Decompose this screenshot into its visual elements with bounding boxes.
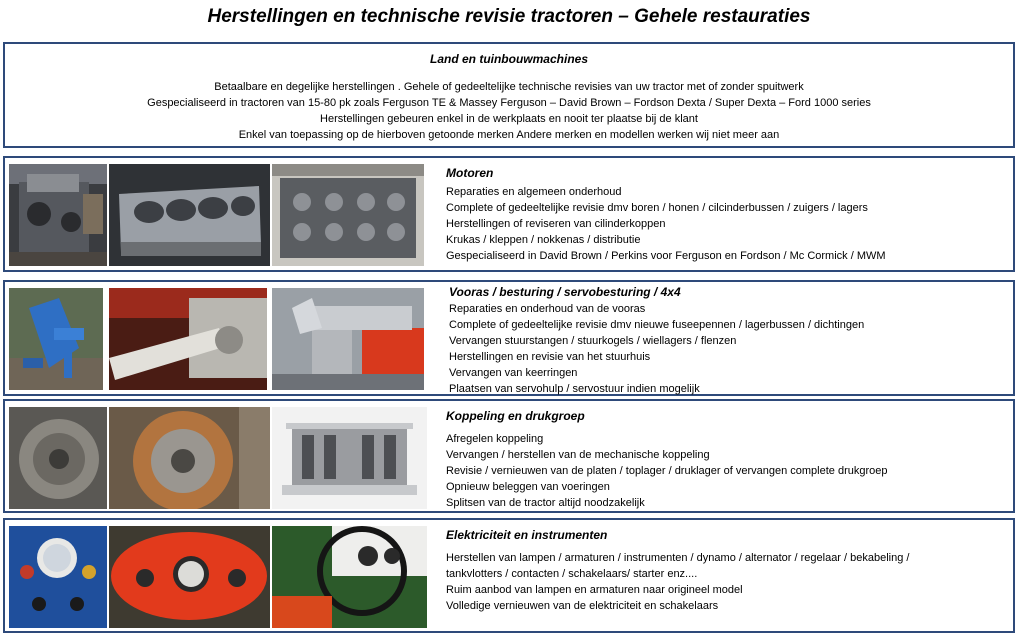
section-line: Vervangen / herstellen van de mechanische koppeling (446, 449, 710, 461)
section-line: Reparaties en onderhoud van de vooras (449, 303, 646, 315)
pressure-plate-photo (272, 407, 427, 509)
section-text (446, 528, 1003, 614)
section-text (446, 409, 1003, 511)
section-line: Splitsen van de tractor altijd noodzakelijk (446, 497, 645, 509)
section-line: Herstellingen of reviseren van cilinderkoppen (446, 218, 666, 230)
section-line: Complete of gedeeltelijke revisie dmv nieuwe fuseepennen / lagerbussen / dichtingen (449, 319, 865, 331)
page-title: Herstellingen en technische revisie tractoren – Gehele restauraties (207, 6, 811, 27)
intro-line: Gespecialiseerd in tractoren van 15-80 pk zoals Ferguson TE & Massey Ferguson – David Brown – Fordson Dexta / Super Dexta – Ford 1000 series (147, 97, 871, 109)
section-elektriciteit (3, 518, 1015, 633)
section-koppeling (3, 399, 1015, 513)
engine-photo (9, 164, 107, 266)
section-line: Complete of gedeeltelijke revisie dmv boren / honen / cilcinderbussen / zuigers / lagers (446, 202, 868, 214)
dashboard-steering-photo (272, 526, 427, 628)
intro-line: Betaalbare en degelijke herstellingen . Gehele of gedeeltelijke technische revisies van uw tractor met of zonder spuitwerk (214, 81, 804, 93)
section-line: Ruim aanbod van lampen en armaturen naar origineel model (446, 584, 743, 596)
section-line: Plaatsen van servohulp / servostuur indien mogelijk (449, 383, 700, 395)
section-line: Vervangen van keerringen (449, 367, 578, 379)
front-axle-photo (9, 288, 103, 390)
section-heading: Elektriciteit en instrumenten (446, 528, 608, 542)
intro-text (5, 79, 1013, 143)
section-motoren (3, 156, 1015, 272)
engine-block-photo (109, 164, 270, 266)
dashboard-blue-photo (9, 526, 107, 628)
clutch-plate-photo (109, 407, 270, 509)
section-line: Reparaties en algemeen onderhoud (446, 186, 622, 198)
section-line: Herstellen van lampen / armaturen / instrumenten / dynamo / alternator / regelaar / bekabeling / (446, 552, 910, 564)
section-heading: Motoren (446, 166, 494, 180)
clutch-housing-photo (9, 407, 107, 509)
section-line: Herstellingen en revisie van het stuurhuis (449, 351, 651, 363)
section-line: Vervangen stuurstangen / stuurkogels / wiellagers / flenzen (449, 335, 737, 347)
cylinder-head-photo (272, 164, 424, 266)
section-text (446, 166, 1003, 264)
section-line: Revisie / vernieuwen van de platen / toplager / druklager of vervangen complete drukgroep (446, 465, 888, 477)
section-line: Gespecialiseerd in David Brown / Perkins voor Ferguson en Fordson / Mc Cormick / MWM (446, 250, 886, 262)
steering-photo (109, 288, 267, 390)
intro-line: Herstellingen gebeuren enkel in de werkplaats en nooit ter plaatse bij de klant (320, 113, 698, 125)
intro-box (3, 42, 1015, 148)
section-line: Volledige vernieuwen van de elektriciteit en schakelaars (446, 600, 719, 612)
section-line: Afregelen koppeling (446, 433, 544, 445)
section-line: Krukas / kleppen / nokkenas / distributie (446, 234, 641, 246)
section-heading: Koppeling en drukgroep (446, 409, 585, 423)
section-text (449, 285, 1003, 397)
section-vooras (3, 280, 1015, 396)
dashboard-red-photo (109, 526, 270, 628)
section-heading: Vooras / besturing / servobesturing / 4x4 (449, 285, 681, 299)
servo-photo (272, 288, 424, 390)
intro-heading: Land en tuinbouwmachines (429, 52, 588, 66)
section-line: Opnieuw beleggen van voeringen (446, 481, 610, 493)
intro-line: Enkel van toepassing op de hierboven getoonde merken Andere merken en modellen werken wij niet meer aan (238, 129, 780, 141)
section-line: tankvlotters / contacten / schakelaars/ starter enz.... (446, 568, 698, 580)
